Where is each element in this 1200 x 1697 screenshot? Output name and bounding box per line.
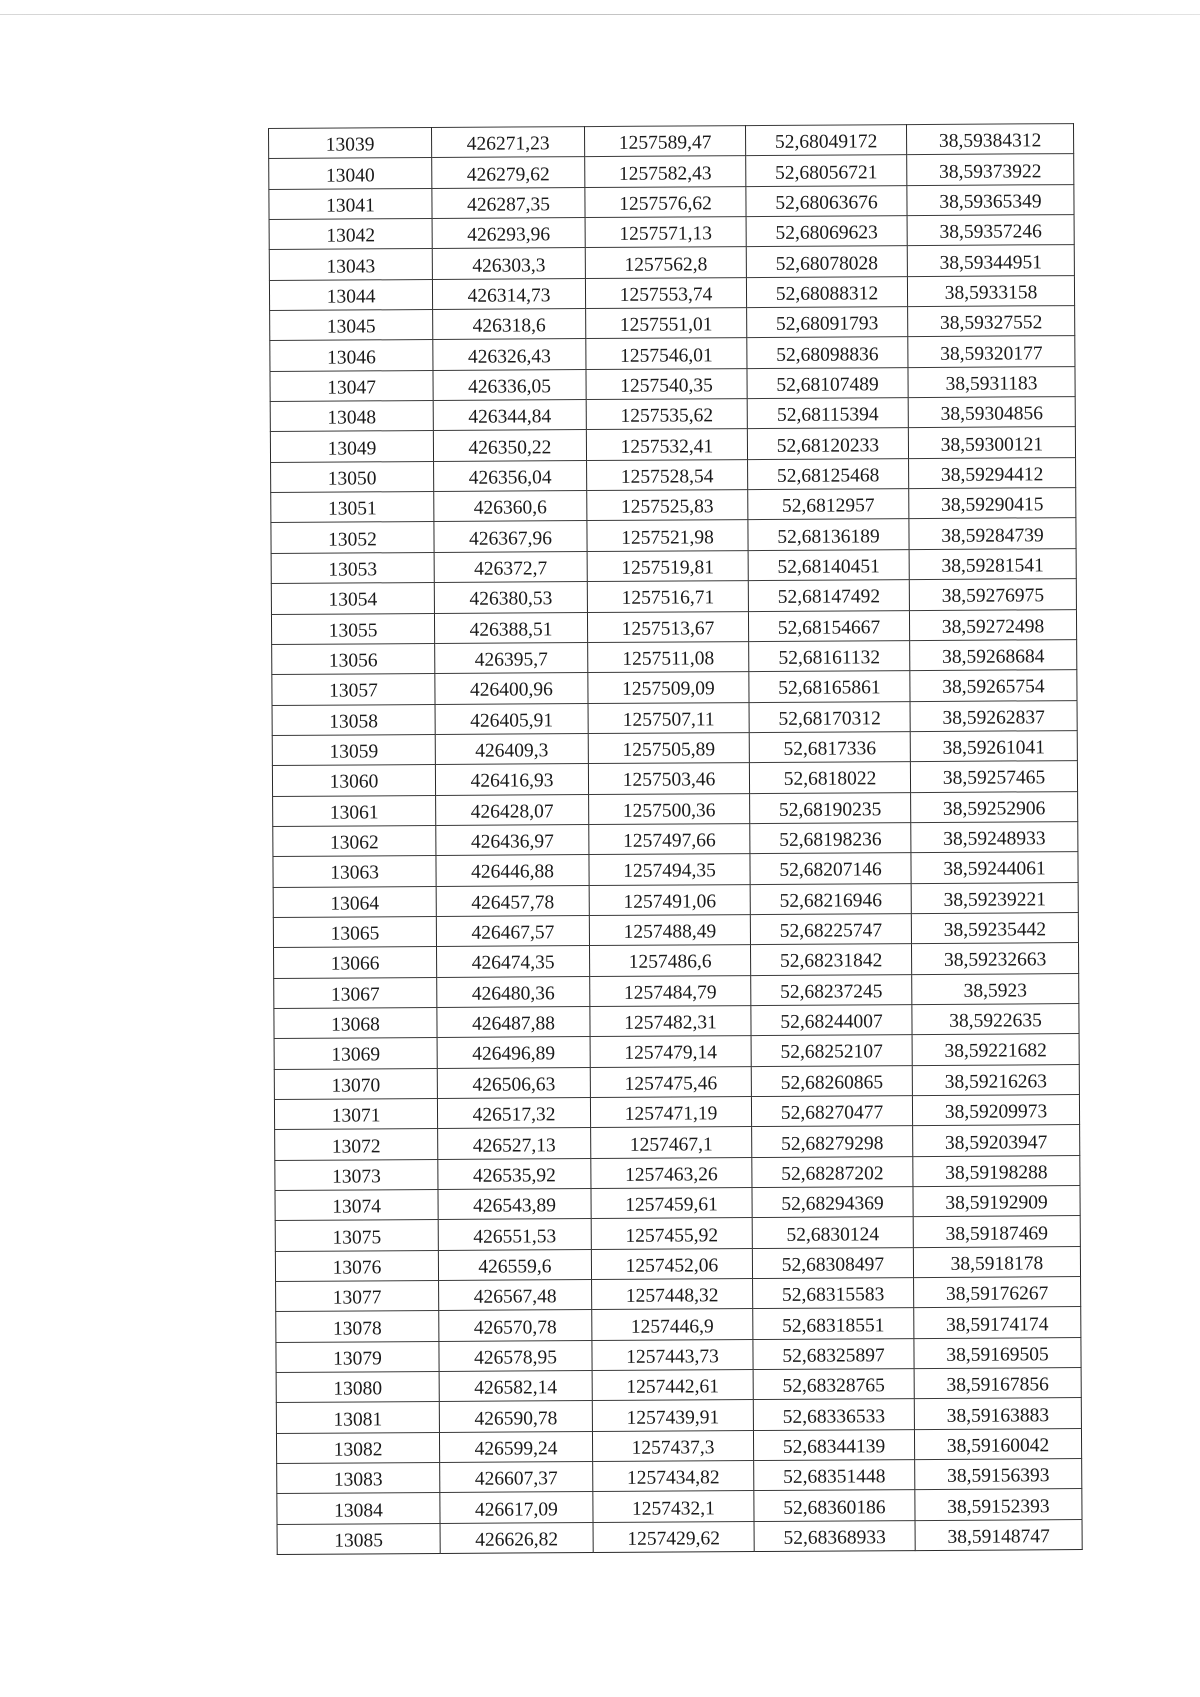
x-coordinate-cell: 426617,09 <box>440 1492 593 1523</box>
table-row <box>272 730 1077 765</box>
point-number-cell: 13062 <box>273 825 436 856</box>
y-coordinate-cell: 1257482,31 <box>590 1006 751 1037</box>
table-row <box>275 1246 1080 1281</box>
y-coordinate-cell: 1257459,61 <box>591 1188 752 1219</box>
x-coordinate-cell: 426428,07 <box>436 794 589 825</box>
longitude-cell: 38,59272498 <box>909 609 1076 640</box>
y-coordinate-cell: 1257434,82 <box>593 1461 754 1492</box>
x-coordinate-cell: 426372,7 <box>434 551 587 582</box>
y-coordinate-cell: 1257446,9 <box>592 1309 753 1340</box>
table-row <box>271 488 1076 523</box>
point-number-cell: 13064 <box>273 886 436 917</box>
longitude-cell: 38,59198288 <box>913 1155 1080 1186</box>
point-number-cell: 13066 <box>274 947 437 978</box>
y-coordinate-cell: 1257553,74 <box>585 277 746 308</box>
table-row <box>277 1489 1082 1524</box>
point-number-cell: 13068 <box>274 1007 437 1038</box>
x-coordinate-cell: 426570,78 <box>439 1310 592 1341</box>
x-coordinate-cell: 426543,89 <box>438 1189 591 1220</box>
table-row <box>274 973 1079 1008</box>
x-coordinate-cell: 426527,13 <box>438 1128 591 1159</box>
point-number-cell: 13081 <box>276 1402 439 1433</box>
y-coordinate-cell: 1257546,01 <box>586 338 747 369</box>
x-coordinate-cell: 426480,36 <box>437 976 590 1007</box>
y-coordinate-cell: 1257484,79 <box>590 975 751 1006</box>
x-coordinate-cell: 426318,6 <box>433 309 586 340</box>
table-row <box>269 184 1074 219</box>
x-coordinate-cell: 426599,24 <box>439 1431 592 1462</box>
latitude-cell: 52,68308497 <box>752 1247 913 1278</box>
longitude-cell: 38,59290415 <box>909 488 1076 519</box>
table-row <box>275 1155 1080 1190</box>
y-coordinate-cell: 1257589,47 <box>584 126 745 157</box>
longitude-cell: 38,59244061 <box>911 852 1078 883</box>
table-row <box>277 1519 1082 1554</box>
latitude-cell: 52,68287202 <box>752 1156 913 1187</box>
point-number-cell: 13060 <box>272 765 435 796</box>
latitude-cell: 52,68069623 <box>746 216 907 247</box>
x-coordinate-cell: 426326,43 <box>433 339 586 370</box>
longitude-cell: 38,59239221 <box>911 882 1078 913</box>
point-number-cell: 13084 <box>277 1493 440 1524</box>
point-number-cell: 13042 <box>269 219 432 250</box>
coordinates-table <box>268 123 1083 1555</box>
longitude-cell: 38,59232663 <box>911 943 1078 974</box>
x-coordinate-cell: 426496,89 <box>437 1037 590 1068</box>
x-coordinate-cell: 426303,3 <box>432 248 585 279</box>
point-number-cell: 13077 <box>276 1281 439 1312</box>
table-row <box>269 245 1074 280</box>
table-row <box>274 1095 1079 1130</box>
latitude-cell: 52,68315583 <box>753 1278 914 1309</box>
latitude-cell: 52,68088312 <box>746 276 907 307</box>
point-number-cell: 13080 <box>276 1372 439 1403</box>
table-row <box>269 215 1074 250</box>
x-coordinate-cell: 426360,6 <box>434 491 587 522</box>
x-coordinate-cell: 426436,97 <box>436 824 589 855</box>
y-coordinate-cell: 1257582,43 <box>585 156 746 187</box>
point-number-cell: 13040 <box>269 158 432 189</box>
latitude-cell: 52,68294369 <box>752 1187 913 1218</box>
x-coordinate-cell: 426279,62 <box>432 157 585 188</box>
x-coordinate-cell: 426607,37 <box>440 1462 593 1493</box>
longitude-cell: 38,59235442 <box>911 913 1078 944</box>
y-coordinate-cell: 1257437,3 <box>592 1430 753 1461</box>
longitude-cell: 38,59304856 <box>908 397 1075 428</box>
longitude-cell: 38,59257465 <box>910 761 1077 792</box>
longitude-cell: 38,59276975 <box>909 579 1076 610</box>
x-coordinate-cell: 426559,6 <box>438 1249 591 1280</box>
point-number-cell: 13051 <box>271 492 434 523</box>
x-coordinate-cell: 426350,22 <box>433 430 586 461</box>
latitude-cell: 52,68198236 <box>750 822 911 853</box>
table-row <box>272 700 1077 735</box>
table-row <box>269 154 1074 189</box>
x-coordinate-cell: 426517,32 <box>437 1098 590 1129</box>
table-row <box>276 1337 1081 1372</box>
x-coordinate-cell: 426405,91 <box>435 703 588 734</box>
latitude-cell: 52,68325897 <box>753 1338 914 1369</box>
latitude-cell: 52,68351448 <box>754 1460 915 1491</box>
x-coordinate-cell: 426314,73 <box>432 278 585 309</box>
y-coordinate-cell: 1257505,89 <box>588 732 749 763</box>
y-coordinate-cell: 1257463,26 <box>591 1157 752 1188</box>
x-coordinate-cell: 426467,57 <box>436 915 589 946</box>
y-coordinate-cell: 1257455,92 <box>591 1218 752 1249</box>
table-row <box>276 1368 1081 1403</box>
longitude-cell: 38,59300121 <box>908 427 1075 458</box>
point-number-cell: 13057 <box>272 674 435 705</box>
longitude-cell: 38,59221682 <box>912 1034 1079 1065</box>
latitude-cell: 52,68360186 <box>754 1490 915 1521</box>
y-coordinate-cell: 1257494,35 <box>589 854 750 885</box>
y-coordinate-cell: 1257535,62 <box>586 399 747 430</box>
latitude-cell: 52,68125468 <box>748 458 909 489</box>
y-coordinate-cell: 1257509,09 <box>588 672 749 703</box>
latitude-cell: 52,68140451 <box>748 549 909 580</box>
longitude-cell: 38,59248933 <box>911 821 1078 852</box>
y-coordinate-cell: 1257448,32 <box>592 1279 753 1310</box>
x-coordinate-cell: 426567,48 <box>439 1280 592 1311</box>
table-row <box>269 275 1074 310</box>
latitude-cell: 52,68154667 <box>748 610 909 641</box>
table-row <box>271 579 1076 614</box>
table-row <box>272 639 1077 674</box>
y-coordinate-cell: 1257525,83 <box>587 490 748 521</box>
table-row <box>274 1004 1079 1039</box>
longitude-cell: 38,59281541 <box>909 548 1076 579</box>
table-row <box>276 1277 1081 1312</box>
x-coordinate-cell: 426380,53 <box>434 582 587 613</box>
x-coordinate-cell: 426344,84 <box>433 400 586 431</box>
table-row <box>270 397 1075 432</box>
longitude-cell: 38,59192909 <box>913 1186 1080 1217</box>
longitude-cell: 38,59261041 <box>910 730 1077 761</box>
latitude-cell: 52,68260865 <box>751 1065 912 1096</box>
table-row <box>273 791 1078 826</box>
table-row <box>270 336 1075 371</box>
y-coordinate-cell: 1257497,66 <box>589 823 750 854</box>
x-coordinate-cell: 426446,88 <box>436 855 589 886</box>
latitude-cell: 52,68252107 <box>751 1035 912 1066</box>
y-coordinate-cell: 1257562,8 <box>585 247 746 278</box>
table-row <box>272 761 1077 796</box>
y-coordinate-cell: 1257439,91 <box>592 1400 753 1431</box>
table-row <box>276 1428 1081 1463</box>
latitude-cell: 52,68056721 <box>746 155 907 186</box>
x-coordinate-cell: 426582,14 <box>439 1371 592 1402</box>
latitude-cell: 52,68049172 <box>745 125 906 156</box>
longitude-cell: 38,59187469 <box>913 1216 1080 1247</box>
point-number-cell: 13083 <box>277 1463 440 1494</box>
y-coordinate-cell: 1257519,81 <box>587 550 748 581</box>
longitude-cell: 38,5933158 <box>907 275 1074 306</box>
table-row <box>270 427 1075 462</box>
point-number-cell: 13049 <box>270 431 433 462</box>
point-number-cell: 13063 <box>273 856 436 887</box>
point-number-cell: 13076 <box>275 1250 438 1281</box>
longitude-cell: 38,59265754 <box>910 670 1077 701</box>
latitude-cell: 52,68170312 <box>749 701 910 732</box>
point-number-cell: 13061 <box>273 795 436 826</box>
y-coordinate-cell: 1257516,71 <box>587 581 748 612</box>
latitude-cell: 52,68336533 <box>753 1399 914 1430</box>
point-number-cell: 13071 <box>274 1098 437 1129</box>
longitude-cell: 38,59203947 <box>913 1125 1080 1156</box>
y-coordinate-cell: 1257503,46 <box>588 763 749 794</box>
point-number-cell: 13056 <box>272 643 435 674</box>
point-number-cell: 13058 <box>272 704 435 735</box>
table-row <box>274 1034 1079 1069</box>
latitude-cell: 52,68115394 <box>747 398 908 429</box>
point-number-cell: 13050 <box>271 461 434 492</box>
latitude-cell: 52,68231842 <box>750 944 911 975</box>
y-coordinate-cell: 1257488,49 <box>589 915 750 946</box>
longitude-cell: 38,59169505 <box>914 1337 1081 1368</box>
point-number-cell: 13074 <box>275 1190 438 1221</box>
x-coordinate-cell: 426395,7 <box>435 642 588 673</box>
table-row <box>273 913 1078 948</box>
longitude-cell: 38,59167856 <box>914 1368 1081 1399</box>
y-coordinate-cell: 1257507,11 <box>588 702 749 733</box>
latitude-cell: 52,68216946 <box>750 883 911 914</box>
latitude-cell: 52,6830124 <box>752 1217 913 1248</box>
longitude-cell: 38,59327552 <box>908 306 1075 337</box>
point-number-cell: 13047 <box>270 370 433 401</box>
table-row <box>270 306 1075 341</box>
longitude-cell: 38,59174174 <box>914 1307 1081 1338</box>
x-coordinate-cell: 426474,35 <box>437 946 590 977</box>
latitude-cell: 52,68328765 <box>753 1369 914 1400</box>
point-number-cell: 13041 <box>269 188 432 219</box>
longitude-cell: 38,59262837 <box>910 700 1077 731</box>
latitude-cell: 52,68161132 <box>749 640 910 671</box>
x-coordinate-cell: 426400,96 <box>435 673 588 704</box>
y-coordinate-cell: 1257475,46 <box>590 1066 751 1097</box>
scan-edge-line <box>0 14 1200 15</box>
latitude-cell: 52,68344139 <box>753 1429 914 1460</box>
table-row <box>273 852 1078 887</box>
y-coordinate-cell: 1257540,35 <box>586 368 747 399</box>
table-row <box>270 366 1075 401</box>
x-coordinate-cell: 426535,92 <box>438 1158 591 1189</box>
latitude-cell: 52,68244007 <box>751 1005 912 1036</box>
latitude-cell: 52,68207146 <box>750 853 911 884</box>
coordinates-sheet <box>268 123 1082 1555</box>
point-number-cell: 13078 <box>276 1311 439 1342</box>
longitude-cell: 38,59320177 <box>908 336 1075 367</box>
latitude-cell: 52,68098836 <box>747 337 908 368</box>
y-coordinate-cell: 1257513,67 <box>587 611 748 642</box>
point-number-cell: 13045 <box>270 310 433 341</box>
point-number-cell: 13039 <box>269 128 432 159</box>
latitude-cell: 52,68147492 <box>748 580 909 611</box>
longitude-cell: 38,59294412 <box>909 457 1076 488</box>
x-coordinate-cell: 426551,53 <box>438 1219 591 1250</box>
latitude-cell: 52,68368933 <box>754 1520 915 1551</box>
point-number-cell: 13073 <box>275 1159 438 1190</box>
table-row <box>271 548 1076 583</box>
longitude-cell: 38,59252906 <box>911 791 1078 822</box>
y-coordinate-cell: 1257486,6 <box>590 945 751 976</box>
latitude-cell: 52,68078028 <box>746 246 907 277</box>
longitude-cell: 38,59176267 <box>914 1277 1081 1308</box>
point-number-cell: 13067 <box>274 977 437 1008</box>
table-row <box>271 518 1076 553</box>
x-coordinate-cell: 426506,63 <box>437 1067 590 1098</box>
x-coordinate-cell: 426457,78 <box>436 885 589 916</box>
latitude-cell: 52,68063676 <box>746 185 907 216</box>
longitude-cell: 38,59216263 <box>912 1064 1079 1095</box>
y-coordinate-cell: 1257576,62 <box>585 186 746 217</box>
table-row <box>276 1398 1081 1433</box>
point-number-cell: 13053 <box>271 552 434 583</box>
y-coordinate-cell: 1257511,08 <box>588 641 749 672</box>
table-row <box>273 821 1078 856</box>
y-coordinate-cell: 1257551,01 <box>586 308 747 339</box>
longitude-cell: 38,59209973 <box>912 1095 1079 1126</box>
point-number-cell: 13075 <box>275 1220 438 1251</box>
latitude-cell: 52,6817336 <box>749 731 910 762</box>
table-row <box>274 1064 1079 1099</box>
table-row <box>275 1186 1080 1221</box>
longitude-cell: 38,5918178 <box>913 1246 1080 1277</box>
latitude-cell: 52,68270477 <box>751 1096 912 1127</box>
x-coordinate-cell: 426336,05 <box>433 369 586 400</box>
y-coordinate-cell: 1257442,61 <box>592 1370 753 1401</box>
y-coordinate-cell: 1257429,62 <box>593 1521 754 1552</box>
x-coordinate-cell: 426271,23 <box>432 127 585 158</box>
y-coordinate-cell: 1257532,41 <box>586 429 747 460</box>
point-number-cell: 13059 <box>272 734 435 765</box>
longitude-cell: 38,59148747 <box>915 1519 1082 1550</box>
latitude-cell: 52,6812957 <box>748 489 909 520</box>
y-coordinate-cell: 1257500,36 <box>589 793 750 824</box>
latitude-cell: 52,68279298 <box>752 1126 913 1157</box>
longitude-cell: 38,59163883 <box>914 1398 1081 1429</box>
point-number-cell: 13085 <box>277 1523 440 1554</box>
point-number-cell: 13052 <box>271 522 434 553</box>
point-number-cell: 13082 <box>276 1432 439 1463</box>
latitude-cell: 52,68136189 <box>748 519 909 550</box>
table-row <box>271 609 1076 644</box>
table-row <box>275 1125 1080 1160</box>
longitude-cell: 38,59152393 <box>915 1489 1082 1520</box>
point-number-cell: 13054 <box>271 583 434 614</box>
point-number-cell: 13048 <box>270 401 433 432</box>
longitude-cell: 38,59344951 <box>907 245 1074 276</box>
table-row <box>269 124 1074 159</box>
longitude-cell: 38,5922635 <box>912 1004 1079 1035</box>
table-row <box>276 1307 1081 1342</box>
x-coordinate-cell: 426367,96 <box>434 521 587 552</box>
table-row <box>271 457 1076 492</box>
longitude-cell: 38,59156393 <box>915 1459 1082 1490</box>
table-row <box>275 1216 1080 1251</box>
point-number-cell: 13079 <box>276 1341 439 1372</box>
point-number-cell: 13055 <box>271 613 434 644</box>
longitude-cell: 38,5931183 <box>908 366 1075 397</box>
latitude-cell: 52,68091793 <box>747 307 908 338</box>
table-row <box>273 882 1078 917</box>
coordinates-table-body <box>269 124 1083 1555</box>
x-coordinate-cell: 426409,3 <box>435 733 588 764</box>
longitude-cell: 38,5923 <box>912 973 1079 1004</box>
longitude-cell: 38,59384312 <box>906 124 1073 155</box>
table-row <box>277 1459 1082 1494</box>
y-coordinate-cell: 1257528,54 <box>587 459 748 490</box>
y-coordinate-cell: 1257471,19 <box>590 1097 751 1128</box>
longitude-cell: 38,59357246 <box>907 215 1074 246</box>
table-row <box>274 943 1079 978</box>
latitude-cell: 52,68237245 <box>751 974 912 1005</box>
y-coordinate-cell: 1257432,1 <box>593 1491 754 1522</box>
y-coordinate-cell: 1257571,13 <box>585 217 746 248</box>
table-row <box>272 670 1077 705</box>
x-coordinate-cell: 426356,04 <box>434 460 587 491</box>
latitude-cell: 52,68190235 <box>750 792 911 823</box>
y-coordinate-cell: 1257479,14 <box>590 1036 751 1067</box>
y-coordinate-cell: 1257521,98 <box>587 520 748 551</box>
point-number-cell: 13072 <box>275 1129 438 1160</box>
longitude-cell: 38,59284739 <box>909 518 1076 549</box>
point-number-cell: 13070 <box>274 1068 437 1099</box>
x-coordinate-cell: 426590,78 <box>439 1401 592 1432</box>
x-coordinate-cell: 426626,82 <box>440 1522 593 1553</box>
y-coordinate-cell: 1257491,06 <box>589 884 750 915</box>
x-coordinate-cell: 426293,96 <box>432 218 585 249</box>
latitude-cell: 52,68165861 <box>749 671 910 702</box>
latitude-cell: 52,6818022 <box>749 762 910 793</box>
point-number-cell: 13069 <box>274 1038 437 1069</box>
latitude-cell: 52,68120233 <box>747 428 908 459</box>
point-number-cell: 13046 <box>270 340 433 371</box>
latitude-cell: 52,68107489 <box>747 367 908 398</box>
latitude-cell: 52,68225747 <box>750 914 911 945</box>
y-coordinate-cell: 1257443,73 <box>592 1339 753 1370</box>
point-number-cell: 13044 <box>269 279 432 310</box>
y-coordinate-cell: 1257467,1 <box>591 1127 752 1158</box>
longitude-cell: 38,59365349 <box>907 184 1074 215</box>
latitude-cell: 52,68318551 <box>753 1308 914 1339</box>
longitude-cell: 38,59268684 <box>910 639 1077 670</box>
longitude-cell: 38,59160042 <box>914 1428 1081 1459</box>
x-coordinate-cell: 426487,88 <box>437 1007 590 1038</box>
point-number-cell: 13065 <box>273 916 436 947</box>
longitude-cell: 38,59373922 <box>907 154 1074 185</box>
x-coordinate-cell: 426578,95 <box>439 1340 592 1371</box>
x-coordinate-cell: 426287,35 <box>432 187 585 218</box>
x-coordinate-cell: 426388,51 <box>434 612 587 643</box>
x-coordinate-cell: 426416,93 <box>435 764 588 795</box>
y-coordinate-cell: 1257452,06 <box>591 1248 752 1279</box>
point-number-cell: 13043 <box>269 249 432 280</box>
